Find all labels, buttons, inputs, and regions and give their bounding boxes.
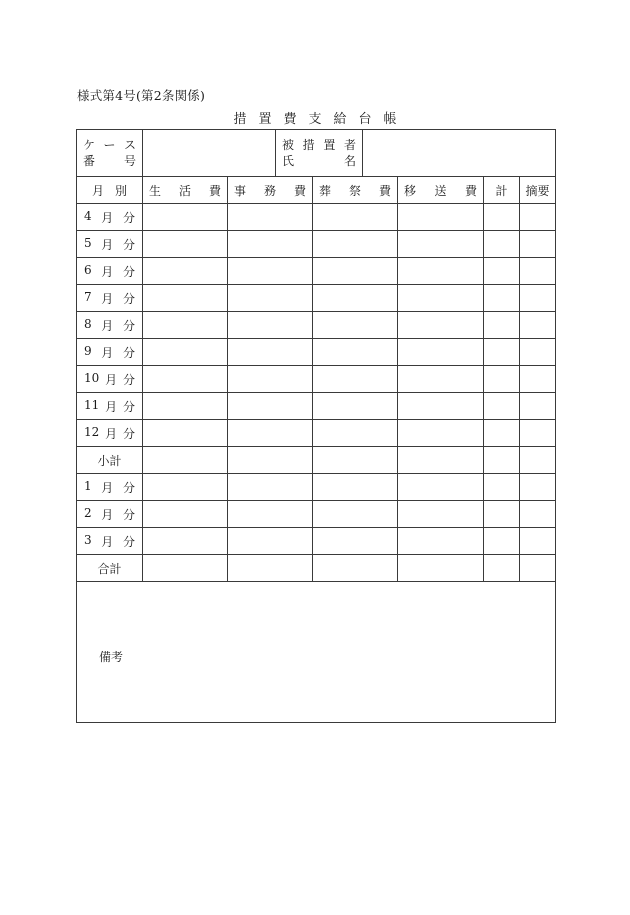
month-label — [77, 258, 143, 285]
month-row — [77, 420, 556, 447]
case-number-label-line1: ケ ー ス — [83, 138, 136, 152]
month-label-part: 分 — [122, 237, 135, 252]
title-char: 支 — [308, 112, 322, 127]
month-label-part: 月 — [101, 291, 114, 306]
month-label-part: 分 — [122, 399, 135, 414]
total-cell[interactable] — [484, 501, 520, 528]
data-rows — [77, 204, 556, 582]
month-label — [77, 528, 143, 555]
month-label-part: 5 — [84, 235, 92, 250]
office-expenses-cell[interactable] — [228, 501, 313, 528]
header-total: 計 — [484, 177, 520, 204]
funeral-expenses-cell[interactable] — [313, 339, 398, 366]
month-label-part: 分 — [122, 507, 135, 522]
header-info-row — [77, 130, 556, 177]
living-expenses-cell[interactable] — [143, 447, 228, 474]
living-expenses-cell[interactable] — [143, 339, 228, 366]
person-name-field[interactable] — [363, 130, 556, 177]
month-label-part: 月 — [101, 507, 114, 522]
living-expenses-cell[interactable] — [143, 258, 228, 285]
funeral-expenses-cell[interactable] — [313, 447, 398, 474]
transfer-expenses-cell[interactable] — [398, 528, 484, 555]
funeral-expenses-cell[interactable] — [313, 366, 398, 393]
month-label-part: 分 — [122, 318, 135, 333]
office-expenses-cell[interactable] — [228, 555, 313, 582]
person-name-label-cell — [276, 130, 363, 177]
transfer-expenses-cell[interactable] — [398, 366, 484, 393]
month-label-part: 月 — [101, 318, 114, 333]
month-label-part: 分 — [122, 372, 135, 387]
transfer-expenses-cell[interactable] — [398, 447, 484, 474]
month-row — [77, 204, 556, 231]
month-label-part: 月 — [101, 345, 114, 360]
summary-cell[interactable] — [520, 366, 556, 393]
total-cell[interactable] — [484, 204, 520, 231]
month-row — [77, 285, 556, 312]
total-cell[interactable] — [484, 447, 520, 474]
summary-cell[interactable] — [520, 501, 556, 528]
month-row — [77, 528, 556, 555]
ledger-table — [76, 129, 556, 723]
month-label-part: 月 — [105, 372, 118, 387]
month-label-part: 分 — [122, 534, 135, 549]
summary-cell[interactable] — [520, 204, 556, 231]
form-number-label: 様式第4号(第2条関係) — [77, 88, 206, 103]
month-label-part: 分 — [122, 291, 135, 306]
title-char: 台 — [358, 112, 372, 127]
month-label-part: 12 — [84, 424, 100, 439]
office-expenses-cell[interactable] — [228, 312, 313, 339]
month-row — [77, 312, 556, 339]
month-label-part: 11 — [84, 397, 100, 412]
office-expenses-cell[interactable] — [228, 447, 313, 474]
total-cell[interactable] — [484, 474, 520, 501]
month-label-part: 7 — [84, 289, 92, 304]
transfer-expenses-cell[interactable] — [398, 258, 484, 285]
transfer-expenses-cell[interactable] — [398, 393, 484, 420]
month-label-part: 月 — [101, 237, 114, 252]
transfer-expenses-cell[interactable] — [398, 555, 484, 582]
column-header-row — [77, 177, 556, 204]
document-title — [0, 108, 630, 127]
summary-cell[interactable] — [520, 312, 556, 339]
total-cell[interactable] — [484, 555, 520, 582]
office-expenses-cell[interactable] — [228, 231, 313, 258]
office-expenses-cell[interactable] — [228, 366, 313, 393]
header-living-expenses: 生 活 費 — [143, 177, 228, 204]
total-cell[interactable] — [484, 393, 520, 420]
office-expenses-cell[interactable] — [228, 285, 313, 312]
living-expenses-cell[interactable] — [143, 204, 228, 231]
month-label-part: 月 — [105, 426, 118, 441]
case-number-label-line2: 番 号 — [83, 154, 136, 168]
living-expenses-cell[interactable] — [143, 285, 228, 312]
funeral-expenses-cell[interactable] — [313, 474, 398, 501]
title-char: 置 — [258, 112, 272, 127]
summary-cell[interactable] — [520, 258, 556, 285]
month-label — [77, 501, 143, 528]
title-char: 給 — [333, 112, 347, 127]
title-char: 費 — [283, 112, 297, 127]
living-expenses-cell[interactable] — [143, 501, 228, 528]
subtotal-row — [77, 447, 556, 474]
header-month: 月 別 — [77, 177, 143, 204]
month-label-part: 分 — [122, 210, 135, 225]
month-label-part: 分 — [122, 480, 135, 495]
case-number-field[interactable] — [143, 130, 276, 177]
office-expenses-cell[interactable] — [228, 339, 313, 366]
month-row — [77, 501, 556, 528]
living-expenses-cell[interactable] — [143, 420, 228, 447]
month-row — [77, 393, 556, 420]
month-label-part: 2 — [84, 505, 92, 520]
funeral-expenses-cell[interactable] — [313, 393, 398, 420]
month-label — [77, 474, 143, 501]
transfer-expenses-cell[interactable] — [398, 231, 484, 258]
total-cell[interactable] — [484, 312, 520, 339]
month-label — [77, 285, 143, 312]
funeral-expenses-cell[interactable] — [313, 528, 398, 555]
total-cell[interactable] — [484, 258, 520, 285]
living-expenses-cell[interactable] — [143, 393, 228, 420]
month-label-part: 4 — [84, 208, 92, 223]
summary-cell[interactable] — [520, 285, 556, 312]
summary-cell[interactable] — [520, 393, 556, 420]
person-name-label-line1: 被 措 置 者 — [282, 138, 356, 152]
transfer-expenses-cell[interactable] — [398, 285, 484, 312]
living-expenses-cell[interactable] — [143, 528, 228, 555]
header-transfer-expenses: 移 送 費 — [398, 177, 484, 204]
summary-cell[interactable] — [520, 420, 556, 447]
total-cell[interactable] — [484, 366, 520, 393]
remarks-field[interactable] — [77, 582, 556, 723]
summary-cell[interactable] — [520, 231, 556, 258]
total-cell[interactable] — [484, 528, 520, 555]
funeral-expenses-cell[interactable] — [313, 231, 398, 258]
month-label — [77, 231, 143, 258]
month-label-part: 分 — [122, 345, 135, 360]
summary-cell[interactable] — [520, 528, 556, 555]
row-label: 合計 — [77, 555, 143, 582]
month-row — [77, 231, 556, 258]
transfer-expenses-cell[interactable] — [398, 474, 484, 501]
subtotal-row — [77, 555, 556, 582]
month-label-part: 月 — [101, 480, 114, 495]
month-label-part: 8 — [84, 316, 92, 331]
living-expenses-cell[interactable] — [143, 474, 228, 501]
transfer-expenses-cell[interactable] — [398, 501, 484, 528]
transfer-expenses-cell[interactable] — [398, 420, 484, 447]
month-row — [77, 339, 556, 366]
summary-cell[interactable] — [520, 474, 556, 501]
month-label — [77, 204, 143, 231]
remarks-label: 備考 — [99, 650, 124, 664]
month-label — [77, 393, 143, 420]
header-summary: 摘要 — [520, 177, 556, 204]
month-label-part: 月 — [101, 534, 114, 549]
summary-cell[interactable] — [520, 555, 556, 582]
total-cell[interactable] — [484, 285, 520, 312]
header-office-expenses: 事 務 費 — [228, 177, 313, 204]
month-label-part: 1 — [84, 478, 92, 493]
total-cell[interactable] — [484, 231, 520, 258]
transfer-expenses-cell[interactable] — [398, 204, 484, 231]
month-row — [77, 258, 556, 285]
living-expenses-cell[interactable] — [143, 231, 228, 258]
month-label — [77, 312, 143, 339]
funeral-expenses-cell[interactable] — [313, 312, 398, 339]
case-number-label-cell — [77, 130, 143, 177]
month-label — [77, 420, 143, 447]
funeral-expenses-cell[interactable] — [313, 258, 398, 285]
month-label-part: 月 — [101, 264, 114, 279]
month-label-part: 月 — [105, 399, 118, 414]
funeral-expenses-cell[interactable] — [313, 204, 398, 231]
funeral-expenses-cell[interactable] — [313, 285, 398, 312]
title-char: 帳 — [383, 112, 397, 127]
month-label-part: 9 — [84, 343, 92, 358]
living-expenses-cell[interactable] — [143, 312, 228, 339]
living-expenses-cell[interactable] — [143, 366, 228, 393]
funeral-expenses-cell[interactable] — [313, 501, 398, 528]
month-label-part: 月 — [101, 210, 114, 225]
office-expenses-cell[interactable] — [228, 258, 313, 285]
month-label-part: 分 — [122, 264, 135, 279]
transfer-expenses-cell[interactable] — [398, 312, 484, 339]
transfer-expenses-cell[interactable] — [398, 339, 484, 366]
living-expenses-cell[interactable] — [143, 555, 228, 582]
funeral-expenses-cell[interactable] — [313, 555, 398, 582]
header-funeral-expenses: 葬 祭 費 — [313, 177, 398, 204]
total-cell[interactable] — [484, 339, 520, 366]
title-char: 措 — [233, 112, 247, 127]
summary-cell[interactable] — [520, 447, 556, 474]
office-expenses-cell[interactable] — [228, 474, 313, 501]
month-row — [77, 474, 556, 501]
remarks-row — [77, 582, 556, 723]
office-expenses-cell[interactable] — [228, 393, 313, 420]
month-label-part: 分 — [122, 426, 135, 441]
month-row — [77, 366, 556, 393]
month-label-part: 6 — [84, 262, 92, 277]
total-cell[interactable] — [484, 420, 520, 447]
month-label — [77, 339, 143, 366]
office-expenses-cell[interactable] — [228, 528, 313, 555]
month-label-part: 10 — [84, 370, 100, 385]
month-label — [77, 366, 143, 393]
summary-cell[interactable] — [520, 339, 556, 366]
month-label-part: 3 — [84, 532, 92, 547]
row-label: 小計 — [77, 447, 143, 474]
office-expenses-cell[interactable] — [228, 204, 313, 231]
office-expenses-cell[interactable] — [228, 420, 313, 447]
person-name-label-line2: 氏 名 — [282, 154, 356, 168]
funeral-expenses-cell[interactable] — [313, 420, 398, 447]
